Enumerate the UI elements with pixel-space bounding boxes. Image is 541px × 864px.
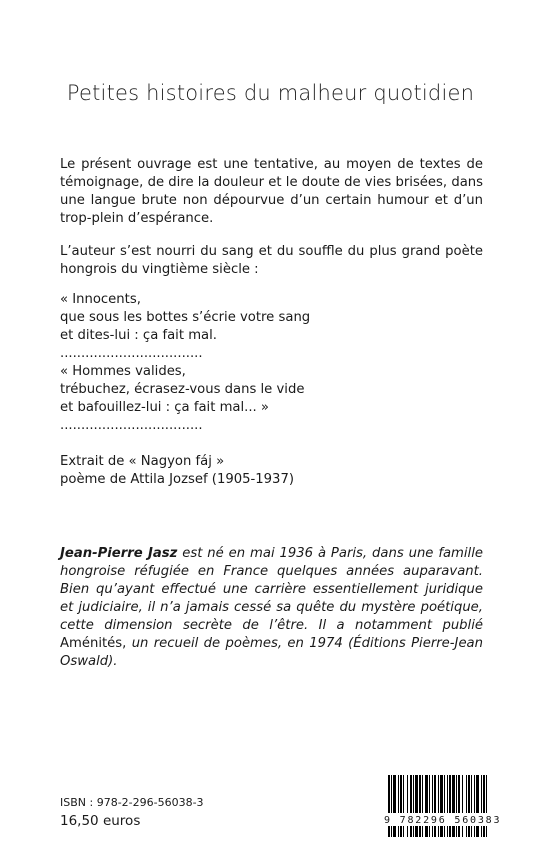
summary-paragraph: Le présent ouvrage est une tentative, au moyen de textes de témoignage, de dire la douleur et le doute de vies brisées, dans une langue brute non dépourvue d’un certain humour et d’un trop-plein d’espérance. [60,157,483,226]
barcode-bar [447,775,448,837]
barcode-bar [432,775,433,837]
barcode-bar [481,775,482,837]
barcode-number: 9 782296 560383 [384,813,524,826]
poem-source: Extrait de « Nagyon fáj » [60,454,225,469]
barcode-bar [449,775,451,837]
barcode [384,775,524,841]
barcode-bar [474,775,475,837]
poem-line: « Innocents, [60,292,141,307]
barcode-bar [434,775,436,837]
poem-ellipsis: .................................. [60,418,203,433]
barcode-bar [422,775,423,837]
author-inspiration-paragraph: L’auteur s’est nourri du sang et du souffle du plus grand poète hongrois du vingtième siècle : [60,244,483,277]
author-bio [60,545,483,671]
barcode-bar [413,775,414,837]
barcode-bar [468,775,470,837]
bio-text: un recueil de poèmes, en 1974 (Éditions Pierre-Jean Oswald). [60,636,483,669]
barcode-bar [483,775,485,837]
barcode-bar [410,775,412,837]
poem-source: poème de Attila Jozsef (1905-1937) [60,472,294,487]
barcode-bar [440,775,443,837]
barcode-bar [444,775,445,837]
author-name: Jean-Pierre Jasz [60,546,178,561]
poem-excerpt [60,291,310,489]
bio-work-title: Aménités, [60,636,127,651]
barcode-bar [393,775,396,837]
barcode-bar [466,775,467,837]
isbn: ISBN : 978-2-296-56038-3 [60,796,204,809]
barcode-bar [452,775,455,837]
barcode-bar [391,775,392,837]
barcode-bar [419,775,421,837]
barcode-bar [398,775,399,837]
barcode-bar [407,775,408,837]
barcode-bar [388,775,390,837]
barcode-bar [456,775,457,837]
poem-line: trébuchez, écrasez-vous dans le vide [60,382,305,397]
poem-ellipsis: .................................. [60,346,203,361]
barcode-bar [458,775,460,837]
barcode-bar [471,775,472,837]
barcode-bar [462,775,463,837]
poem-line: et dites-lui : ça fait mal. [60,328,217,343]
poem-line: que sous les bottes s’écrie votre sang [60,310,311,325]
book-title: Petites histoires du malheur quotidien [66,81,475,105]
barcode-bar [486,775,487,837]
barcode-bar [425,775,428,837]
price: 16,50 euros [60,813,141,829]
barcode-bar [403,775,404,837]
poem-line: et bafouillez-lui : ça fait mal... » [60,400,269,415]
bio-text: est né en mai 1936 à Paris, dans une famille hongroise réfugiée en France quelques années auparavant. Bien qu’ayant effectué une carrière essentiellement juridique et judiciaire, il n’a jamais cessé sa quête du mystère poétique, cette dimension secrète de l’être. Il a notamment publié [60,546,483,633]
barcode-bar [429,775,430,837]
barcode-bar [415,775,418,837]
barcode-bar [400,775,402,837]
barcode-bar [476,775,479,837]
poem-line: « Hommes valides, [60,364,186,379]
barcode-bar [438,775,439,837]
